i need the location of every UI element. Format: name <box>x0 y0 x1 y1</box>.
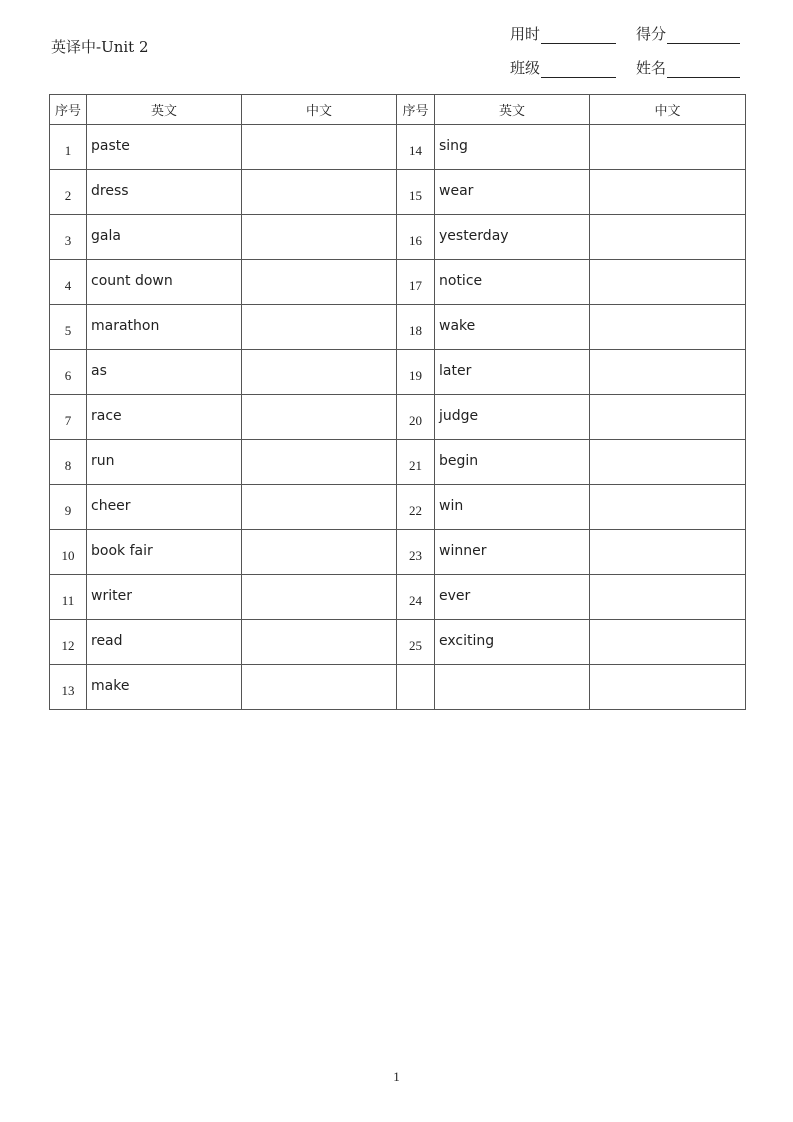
chinese-answer-left[interactable] <box>242 395 397 440</box>
english-word-left: make <box>87 665 242 710</box>
english-word-left: as <box>87 350 242 395</box>
name-blank[interactable] <box>667 62 740 78</box>
english-word-right: yesterday <box>435 215 590 260</box>
english-word-right: winner <box>435 530 590 575</box>
header-number-left: 序号 <box>50 95 87 125</box>
english-word-right: notice <box>435 260 590 305</box>
vocabulary-table <box>49 94 746 710</box>
row-number-right: 19 <box>397 350 435 395</box>
row-number-right: 14 <box>397 125 435 170</box>
row-number-left: 2 <box>50 170 87 215</box>
table-row <box>50 170 746 215</box>
row-number-left: 6 <box>50 350 87 395</box>
english-word-left: cheer <box>87 485 242 530</box>
name-label: 姓名 <box>636 59 667 77</box>
row-number-right: 18 <box>397 305 435 350</box>
time-blank[interactable] <box>541 28 616 44</box>
english-word-right: exciting <box>435 620 590 665</box>
row-number-right: 25 <box>397 620 435 665</box>
class-blank[interactable] <box>541 62 616 78</box>
chinese-answer-right[interactable] <box>590 440 746 485</box>
english-word-left: writer <box>87 575 242 620</box>
english-word-right: begin <box>435 440 590 485</box>
row-number-left: 3 <box>50 215 87 260</box>
chinese-answer-left[interactable] <box>242 575 397 620</box>
row-number-right: 24 <box>397 575 435 620</box>
row-number-left: 5 <box>50 305 87 350</box>
row-number-right: 20 <box>397 395 435 440</box>
chinese-answer-left[interactable] <box>242 440 397 485</box>
chinese-answer-right[interactable] <box>590 170 746 215</box>
row-number-right: 21 <box>397 440 435 485</box>
chinese-answer-left[interactable] <box>242 485 397 530</box>
table-row <box>50 215 746 260</box>
row-number-left: 8 <box>50 440 87 485</box>
chinese-answer-right[interactable] <box>590 485 746 530</box>
table-row <box>50 620 746 665</box>
chinese-answer-right[interactable] <box>590 350 746 395</box>
chinese-answer-left[interactable] <box>242 125 397 170</box>
header-number-right: 序号 <box>397 95 435 125</box>
time-field[interactable] <box>510 23 616 44</box>
english-word-right: wear <box>435 170 590 215</box>
chinese-answer-right[interactable] <box>590 575 746 620</box>
english-word-right: sing <box>435 125 590 170</box>
chinese-answer-left[interactable] <box>242 620 397 665</box>
row-number-left: 1 <box>50 125 87 170</box>
chinese-answer-right[interactable] <box>590 620 746 665</box>
chinese-answer-right[interactable] <box>590 395 746 440</box>
table-row <box>50 575 746 620</box>
row-number-right <box>397 665 435 710</box>
table-row <box>50 125 746 170</box>
header-chinese-left: 中文 <box>242 95 397 125</box>
table-row <box>50 260 746 305</box>
chinese-answer-right[interactable] <box>590 215 746 260</box>
english-word-left: marathon <box>87 305 242 350</box>
chinese-answer-left[interactable] <box>242 305 397 350</box>
page-number: 1 <box>393 1069 400 1084</box>
chinese-answer-left[interactable] <box>242 260 397 305</box>
row-number-left: 7 <box>50 395 87 440</box>
english-word-left: race <box>87 395 242 440</box>
row-number-left: 12 <box>50 620 87 665</box>
table-body <box>50 125 746 710</box>
row-number-right: 23 <box>397 530 435 575</box>
table-row <box>50 485 746 530</box>
table-row <box>50 305 746 350</box>
chinese-answer-right[interactable] <box>590 665 746 710</box>
table-row <box>50 440 746 485</box>
english-word-left: book fair <box>87 530 242 575</box>
english-word-right: wake <box>435 305 590 350</box>
english-word-right: judge <box>435 395 590 440</box>
chinese-answer-left[interactable] <box>242 665 397 710</box>
row-number-right: 15 <box>397 170 435 215</box>
english-word-left: paste <box>87 125 242 170</box>
chinese-answer-right[interactable] <box>590 305 746 350</box>
class-field[interactable] <box>510 57 616 78</box>
row-number-left: 13 <box>50 665 87 710</box>
row-number-left: 10 <box>50 530 87 575</box>
english-word-left: dress <box>87 170 242 215</box>
english-word-left: gala <box>87 215 242 260</box>
time-label: 用时 <box>510 25 541 43</box>
row-number-right: 17 <box>397 260 435 305</box>
page-title: 英译中-Unit 2 <box>51 38 149 56</box>
score-field[interactable] <box>636 23 740 44</box>
row-number-right: 16 <box>397 215 435 260</box>
row-number-right: 22 <box>397 485 435 530</box>
score-blank[interactable] <box>667 28 740 44</box>
chinese-answer-left[interactable] <box>242 350 397 395</box>
name-field[interactable] <box>636 57 740 78</box>
chinese-answer-right[interactable] <box>590 260 746 305</box>
header-english-left: 英文 <box>87 95 242 125</box>
row-number-left: 9 <box>50 485 87 530</box>
chinese-answer-left[interactable] <box>242 170 397 215</box>
table-row <box>50 395 746 440</box>
chinese-answer-left[interactable] <box>242 215 397 260</box>
table-header-row <box>50 95 746 125</box>
table-row <box>50 350 746 395</box>
row-number-left: 4 <box>50 260 87 305</box>
class-label: 班级 <box>510 59 541 77</box>
english-word-left: read <box>87 620 242 665</box>
table-row <box>50 530 746 575</box>
row-number-left: 11 <box>50 575 87 620</box>
english-word-right: ever <box>435 575 590 620</box>
english-word-right: later <box>435 350 590 395</box>
english-word-right <box>435 665 590 710</box>
english-word-left: count down <box>87 260 242 305</box>
header-chinese-right: 中文 <box>590 95 746 125</box>
header-english-right: 英文 <box>435 95 590 125</box>
chinese-answer-right[interactable] <box>590 125 746 170</box>
table-row <box>50 665 746 710</box>
chinese-answer-right[interactable] <box>590 530 746 575</box>
chinese-answer-left[interactable] <box>242 530 397 575</box>
score-label: 得分 <box>636 25 667 43</box>
english-word-right: win <box>435 485 590 530</box>
english-word-left: run <box>87 440 242 485</box>
